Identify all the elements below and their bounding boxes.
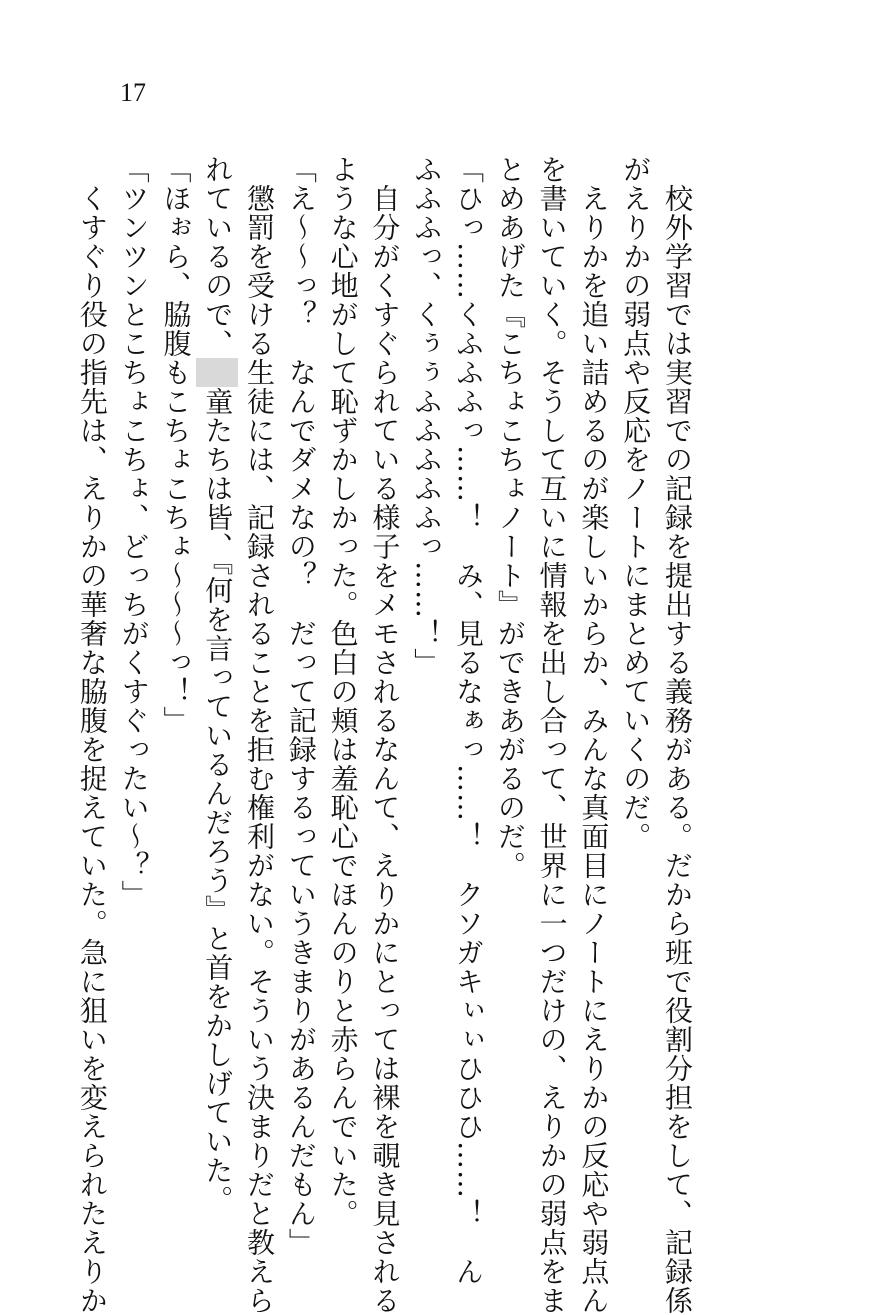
text-line: ような心地がして恥ずかしかった。色白の頬は羞恥心でほんのりと赤らんでいた。 — [326, 155, 360, 1228]
text-line: を書いていく。そうして互いに情報を出し合って、世界に一つだけの、えりかの弱点をま — [535, 155, 569, 1315]
text-line: 懲罰を受ける生徒には、記録されることを拒む権利がない。そういう決まりだと教えら — [243, 155, 277, 1315]
text-line: 自分がくすぐられている様子をメモされるなんて、えりかにとっては裸を覗き見される — [368, 155, 402, 1315]
text-line: 「ほぉら、脇腹もこちょこちょ〜〜〜っ！」 — [159, 155, 193, 735]
text-segment: 童たちは皆、『何を言っているんだろう』と首をかしげていた。 — [201, 387, 235, 1214]
text-line: くすぐり役の指先は、えりかの華奢な脇腹を捉えていた。急に狙いを変えられたえりか — [75, 155, 109, 1315]
text-line — [196, 155, 238, 1214]
text-line: 「ひっ……くふふふっ……！ み、見るなぁっ……！ クソガキぃぃひひひ……！ ん — [452, 155, 486, 1286]
text-line: 「え〜〜っ？ なんでダメなの？ だって記録するっていうきまりがあるんだもん」 — [284, 155, 318, 1257]
text-line: 校外学習では実習での記録を提出する義務がある。だから班で役割分担をして、記録係 — [661, 155, 694, 1315]
text-line: とめあげた『こちょこちょノート』ができあがるのだ。 — [493, 155, 527, 880]
text-line: ふふふっ、くぅぅふふふふふっ……！」 — [410, 155, 444, 677]
text-line: がえりかの弱点や反応をノートにまとめていくのだ。 — [619, 155, 653, 851]
text-line: 「ツンツンとこちょこちょ、どっちがくすぐったい〜？」 — [117, 155, 151, 909]
masked-glyph — [196, 358, 238, 387]
page-number: 17 — [120, 78, 146, 107]
text-line: えりかを追い詰めるのが楽しいからか、みんな真面目にノートにえりかの反応や弱点ん — [577, 155, 611, 1315]
body-text — [75, 155, 698, 1315]
text-segment: れているので、 — [201, 155, 235, 358]
